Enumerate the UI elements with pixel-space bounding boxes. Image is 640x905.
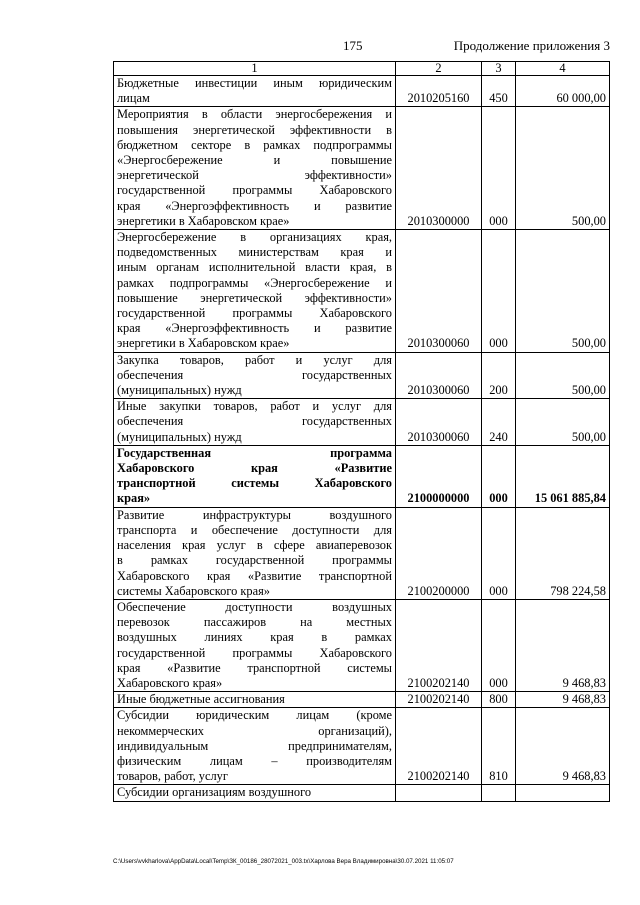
column-header-4: 4 (516, 62, 610, 76)
row-name-line: товаров, работ, услуг (117, 769, 228, 784)
column-header-1: 1 (114, 62, 396, 76)
row-name-line: Обеспечение доступности воздушных (117, 599, 392, 614)
row-amount: 500,00 (516, 399, 610, 446)
row-name (114, 399, 396, 446)
row-amount (516, 785, 610, 801)
table-row (114, 708, 610, 785)
row-name-line: транспорта и обеспечение доступности для (117, 522, 392, 537)
row-name-line: перевозок пассажиров на местных (117, 615, 392, 630)
table-body (114, 76, 610, 802)
row-name (114, 785, 396, 801)
row-name-line: Мероприятия в области энергосбережения и (117, 107, 392, 122)
continuation-title: Продолжение приложения 3 (453, 38, 610, 53)
table-row (114, 230, 610, 353)
row-name-line: обеспечения государственных (117, 367, 392, 382)
row-code: 2010300060 (396, 399, 482, 446)
row-expense-type: 000 (482, 599, 516, 691)
row-name (114, 692, 396, 708)
row-name (114, 352, 396, 399)
row-name-line: Иные бюджетные ассигнования (117, 692, 285, 707)
table-row (114, 507, 610, 599)
row-name-line: населения края услуг в сфере авиаперевозок (117, 538, 392, 553)
row-name-line: воздушных линиях края в рамках (117, 630, 392, 645)
row-code: 2100202140 (396, 692, 482, 708)
row-name-line: некоммерческих организаций), (117, 723, 392, 738)
row-name-line: системы Хабаровского края» (117, 583, 270, 598)
row-expense-type: 200 (482, 352, 516, 399)
row-code: 2010205160 (396, 76, 482, 107)
row-amount: 500,00 (516, 230, 610, 353)
row-name-line: Иные закупки товаров, работ и услуг для (117, 399, 392, 414)
row-name-line: бюджетном секторе в рамках подпрограммы (117, 137, 392, 152)
page-number: 175 (343, 38, 363, 53)
row-name-line: повышения энергетической эффективности в (117, 122, 392, 137)
row-name (114, 76, 396, 107)
row-expense-type: 000 (482, 445, 516, 507)
row-name-line: физическим лицам – производителям (117, 753, 392, 768)
table-row (114, 107, 610, 230)
row-name-line: энергетики в Хабаровском крае» (117, 336, 290, 351)
budget-table (113, 61, 610, 802)
row-name-line: (муниципальных) нужд (117, 429, 242, 444)
page-header (0, 38, 640, 56)
row-amount: 9 468,83 (516, 599, 610, 691)
row-name (114, 507, 396, 599)
row-name (114, 445, 396, 507)
row-name-line: Развитие инфраструктуры воздушного (117, 507, 392, 522)
row-name-line: государственной программы Хабаровского (117, 183, 392, 198)
row-amount: 9 468,83 (516, 692, 610, 708)
row-name-line: Субсидии юридическим лицам (кроме (117, 708, 392, 723)
row-name-line: края «Энергоэффективность и развитие (117, 198, 392, 213)
row-expense-type: 000 (482, 507, 516, 599)
row-name-line: в рамках государственной программы (117, 553, 392, 568)
column-header-2: 2 (396, 62, 482, 76)
row-name (114, 230, 396, 353)
table-row (114, 599, 610, 691)
row-name-line: Бюджетные инвестиции иным юридическим (117, 76, 392, 90)
row-name-line: государственной программы Хабаровского (117, 645, 392, 660)
row-code: 2100202140 (396, 708, 482, 785)
row-amount: 500,00 (516, 352, 610, 399)
row-expense-type (482, 785, 516, 801)
row-name-line: Хабаровского края «Развитие (117, 461, 392, 476)
row-name-line: иным органам исполнительной власти края, в (117, 260, 392, 275)
table-row (114, 352, 610, 399)
table-row (114, 692, 610, 708)
table-row (114, 76, 610, 107)
row-name-line: «Энергосбережение и повышение (117, 153, 392, 168)
row-name-line: Субсидии организациям воздушного (117, 785, 312, 800)
row-expense-type: 000 (482, 230, 516, 353)
row-name-line: обеспечения государственных (117, 414, 392, 429)
table-header-row (114, 62, 610, 76)
row-amount: 60 000,00 (516, 76, 610, 107)
row-code: 2010300000 (396, 107, 482, 230)
row-name (114, 107, 396, 230)
row-name (114, 599, 396, 691)
row-name-line: энергетики в Хабаровском крае» (117, 213, 290, 228)
row-name-line: края» (117, 491, 151, 506)
table-row (114, 785, 610, 801)
column-header-3: 3 (482, 62, 516, 76)
row-name-line: лицам (117, 91, 150, 106)
row-name-line: государственной программы Хабаровского (117, 306, 392, 321)
row-expense-type: 810 (482, 708, 516, 785)
row-name-line: индивидуальным предпринимателям, (117, 738, 392, 753)
row-amount: 9 468,83 (516, 708, 610, 785)
table-row (114, 445, 610, 507)
row-expense-type: 800 (482, 692, 516, 708)
row-code: 2100202140 (396, 599, 482, 691)
row-name (114, 708, 396, 785)
row-code: 2010300060 (396, 230, 482, 353)
row-name-line: Хабаровского края» (117, 675, 223, 690)
row-amount: 798 224,58 (516, 507, 610, 599)
row-expense-type: 450 (482, 76, 516, 107)
row-name-line: Государственная программа (117, 445, 392, 460)
footer-file-path: C:\Users\vvkharlova\AppData\Local\Temp\ЗК_00186_28072021_003.tx\Харлова Вера Владимировна\30.07.2021 11:05:07 (113, 858, 454, 865)
row-amount: 15 061 885,84 (516, 445, 610, 507)
row-name-line: Энергосбережение в организациях края, (117, 230, 392, 245)
row-name-line: энергетической эффективности» (117, 168, 392, 183)
row-name-line: подведомственных министерствам края и (117, 245, 392, 260)
table-row (114, 399, 610, 446)
row-name-line: Закупка товаров, работ и услуг для (117, 352, 392, 367)
row-expense-type: 000 (482, 107, 516, 230)
row-name-line: Хабаровского края «Развитие транспортной (117, 568, 392, 583)
row-amount: 500,00 (516, 107, 610, 230)
row-name-line: (муниципальных) нужд (117, 383, 242, 398)
row-code: 2100200000 (396, 507, 482, 599)
row-name-line: края «Энергоэффективность и развитие (117, 321, 392, 336)
row-name-line: края «Развитие транспортной системы (117, 660, 392, 675)
row-code (396, 785, 482, 801)
row-expense-type: 240 (482, 399, 516, 446)
row-name-line: рамках подпрограммы «Энергосбережение и (117, 275, 392, 290)
row-name-line: повышение энергетической эффективности» (117, 290, 392, 305)
row-code: 2100000000 (396, 445, 482, 507)
row-code: 2010300060 (396, 352, 482, 399)
row-name-line: транспортной системы Хабаровского (117, 476, 392, 491)
